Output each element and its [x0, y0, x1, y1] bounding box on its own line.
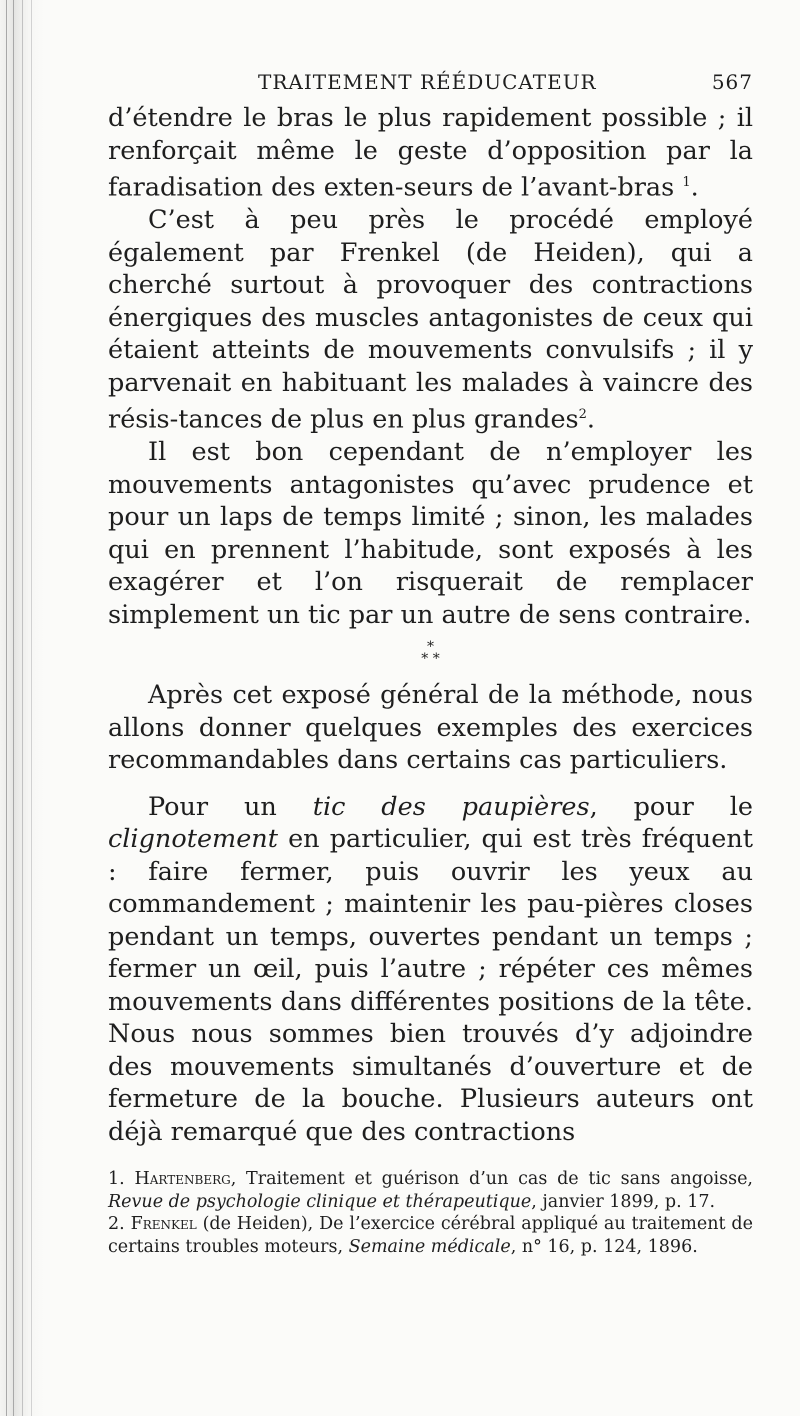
asterism-bottom: * *: [421, 651, 440, 667]
footnote-1-rest: , janvier 1899, p. 17.: [531, 1191, 716, 1212]
footnote-1-number: 1.: [108, 1169, 125, 1189]
footnote-2-rest: , n° 16, p. 124, 1896.: [510, 1236, 698, 1257]
footnote-2-journal: Semaine médicale: [348, 1236, 511, 1257]
asterism-top: *: [427, 639, 434, 655]
footnote-1-author: Hartenberg: [134, 1169, 231, 1189]
footnote-2: [108, 1213, 753, 1258]
paragraph-2-text: C’est à peu près le procédé employé également par Frenkel (de Heiden), qui a cherché surtout à provoquer des contractions énergiques des muscles antagonistes de ceux qui étaient atteints de mouvements convulsifs ; il y parvenait en habituant les malades à vaincre des résis-tances de plus en plus grandes: [108, 205, 753, 435]
paragraph-5-start: Pour un: [148, 791, 277, 822]
footnote-2-author: Frenkel: [130, 1214, 197, 1234]
term-tic-des-paupieres: tic des paupières: [312, 791, 590, 822]
footnote-1-text: , Traitement et guérison d’un cas de tic sans angoisse,: [230, 1169, 753, 1189]
footnote-2-text: (de Heiden), De l’exercice cérébral appliqué au traitement de certains troubles moteurs,: [108, 1214, 753, 1257]
paragraph-2: C’est à peu près le procédé employé également par Frenkel (de Heiden), qui a cherché surtout à provoquer des contractions énergiques des muscles antagonistes de ceux qui étaient atteints de mouvements convulsifs ; il y parvenait en habituant les malades à vaincre des résis-tances de plus en plus grandes$^2$.: [108, 205, 753, 435]
paragraph-1-text: d’étendre le bras le plus rapidement possible ; il renforçait même le geste d’opposition par la faradisation des exten-seurs de l’avant-bras: [108, 103, 753, 203]
paragraph-5: [108, 791, 753, 1149]
footnote-ref-1: 1: [682, 175, 691, 190]
footnote-2-number: 2.: [108, 1214, 125, 1234]
paragraph-1: d’étendre le bras le plus rapidement possible ; il renforçait même le geste d’opposition par la faradisation des exten-seurs de l’avant-bras $^1$.: [108, 103, 753, 203]
running-header: [108, 62, 753, 102]
footnote-1: [108, 1168, 753, 1213]
footnote-ref-2: 2: [578, 407, 587, 422]
paragraph-3: Il est bon cependant de n’employer les mouvements antagonistes qu’avec prudence et pour un laps de temps limité ; sinon, les malades qui en prennent l’habitude, sont exposés à les exagérer et l’on risquerait de remplacer simplement un tic par un autre de sens contraire.: [108, 437, 753, 630]
footnotes: [108, 1168, 753, 1258]
paragraph-5-rest: en particulier, qui est très fréquent : faire fermer, puis ouvrir les yeux au commandement ; maintenir les pau-pières closes pendant un temps, ouvertes pendant un temps ; fermer un œil, puis l’autre ; répéter ces mêmes mouvements dans différentes positions de la tête. Nous nous sommes bien trouvés d’y adjoindre des mouvements simultanés d’ouverture et de fermeture de la bouche. Plusieurs auteurs ont déjà remarqué que des contractions: [108, 824, 753, 1147]
page-number: 567: [711, 70, 753, 94]
section-asterism: [108, 641, 753, 665]
book-binding-edge: [0, 0, 44, 1416]
main-text: [108, 102, 753, 1148]
footnote-1-journal: Revue de psychologie clinique et thérapeutique: [108, 1191, 532, 1212]
book-page: [108, 62, 753, 1258]
paragraph-4: Après cet exposé général de la méthode, nous allons donner quelques exemples des exercices recommandables dans certains cas particuliers.: [108, 680, 753, 775]
paragraph-5-mid: , pour le: [589, 791, 753, 822]
term-clignotement: clignotement: [108, 824, 278, 854]
running-title: TRAITEMENT RÉÉDUCATEUR: [258, 70, 597, 94]
